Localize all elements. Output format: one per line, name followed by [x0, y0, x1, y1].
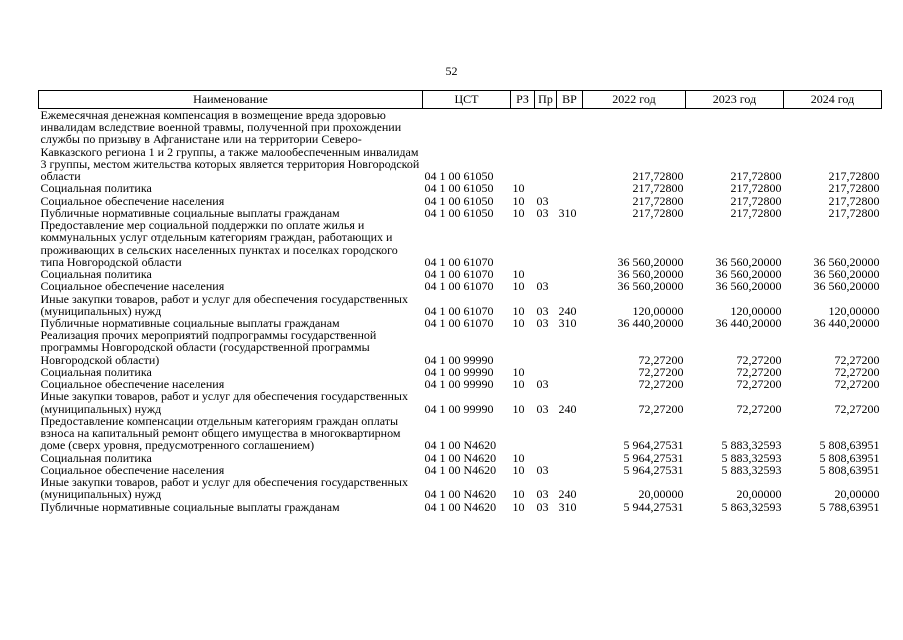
column-header-vr: ВР — [557, 91, 583, 109]
row-vr — [557, 452, 583, 464]
row-rz — [511, 329, 535, 366]
row-value-2023: 5 883,32593 — [721, 462, 782, 477]
row-name: Предоставление компенсации отдельным категориям граждан оплаты взноса на капитальный ремонт общего имущества в многоквартирном доме (сверх уровня, предусмотренного соглашением) — [40, 413, 401, 453]
row-vr: 240 — [558, 303, 577, 318]
row-name: Социальное обеспечение населения — [40, 462, 225, 477]
row-value-2022: 36 560,20000 — [617, 254, 684, 269]
row-value-2022: 36 560,20000 — [617, 267, 684, 282]
row-rz: 10 — [512, 487, 525, 502]
table-body — [39, 109, 882, 513]
row-name: Социальная политика — [40, 181, 152, 196]
row-cst: 04 1 00 61070 — [424, 254, 494, 269]
row-vr: 310 — [558, 205, 577, 220]
row-value-2022: 36 440,20000 — [617, 315, 684, 330]
row-value-2022: 36 560,20000 — [617, 279, 684, 294]
row-vr — [557, 415, 583, 452]
column-header-2022: 2022 год — [583, 91, 686, 109]
row-pr: 03 — [536, 303, 549, 318]
row-value-2023: 5 883,32593 — [721, 450, 782, 465]
row-pr — [535, 109, 557, 183]
row-cst: 04 1 00 99990 — [424, 352, 494, 367]
row-rz — [511, 219, 535, 268]
row-value-2022: 120,00000 — [632, 303, 684, 318]
row-value-2024: 5 808,63951 — [819, 450, 880, 465]
row-name: Иные закупки товаров, работ и услуг для обеспечения государственных (муниципальных) нужд — [40, 389, 408, 416]
row-cst: 04 1 00 N4620 — [424, 487, 497, 502]
row-pr: 03 — [536, 205, 549, 220]
row-cst: 04 1 00 61070 — [424, 279, 494, 294]
row-pr: 03 — [536, 487, 549, 502]
row-cst: 04 1 00 N4620 — [424, 450, 497, 465]
row-name: Ежемесячная денежная компенсация в возмещение вреда здоровью инвалидам вследствие военной травмы, полученной при прохождении службы по призыву в Афганистане или на территории Северо-Кавказского региона 1 и 2 группы, а также малообеспеченным инвалидам 3 группы, местом жительства которых является территория Новгородской области — [40, 108, 420, 184]
row-rz: 10 — [512, 401, 525, 416]
row-value-2022: 5 964,27531 — [623, 450, 684, 465]
row-value-2023: 72,27200 — [736, 377, 782, 392]
row-value-2022: 72,27200 — [638, 377, 684, 392]
row-value-2023: 36 560,20000 — [715, 267, 782, 282]
row-value-2024: 217,72800 — [828, 193, 880, 208]
row-vr — [557, 329, 583, 366]
row-name: Социальное обеспечение населения — [40, 279, 225, 294]
row-value-2023: 217,72800 — [730, 205, 782, 220]
row-value-2023: 217,72800 — [730, 193, 782, 208]
row-value-2022: 217,72800 — [632, 205, 684, 220]
row-value-2024: 36 560,20000 — [813, 267, 880, 282]
row-rz: 10 — [512, 279, 525, 294]
row-cst: 04 1 00 N4620 — [424, 438, 497, 453]
row-value-2023: 72,27200 — [736, 364, 782, 379]
page-number: 52 — [445, 64, 458, 78]
row-value-2023: 36 440,20000 — [715, 315, 782, 330]
row-name: Публичные нормативные социальные выплаты гражданам — [40, 315, 340, 330]
row-value-2022: 5 964,27531 — [623, 438, 684, 453]
row-value-2024: 5 808,63951 — [819, 462, 880, 477]
row-value-2022: 72,27200 — [638, 352, 684, 367]
row-value-2022: 5 964,27531 — [623, 462, 684, 477]
row-value-2024: 5 808,63951 — [819, 438, 880, 453]
row-value-2023: 36 560,20000 — [715, 279, 782, 294]
table-row — [39, 501, 882, 513]
row-vr — [557, 219, 583, 268]
row-name: Иные закупки товаров, работ и услуг для обеспечения государственных (муниципальных) нужд — [40, 291, 408, 318]
row-pr: 03 — [536, 462, 549, 477]
row-rz: 10 — [512, 450, 525, 465]
row-vr — [557, 109, 583, 183]
row-pr — [535, 415, 557, 452]
table-row — [39, 182, 882, 194]
row-pr: 03 — [536, 279, 549, 294]
row-cst: 04 1 00 99990 — [424, 401, 494, 416]
table-row — [39, 109, 882, 183]
row-value-2023: 5 863,32593 — [721, 499, 782, 514]
row-cst: 04 1 00 61050 — [424, 205, 494, 220]
row-cst: 04 1 00 61070 — [424, 315, 494, 330]
row-value-2023: 72,27200 — [736, 352, 782, 367]
row-value-2023: 217,72800 — [730, 181, 782, 196]
table-row — [39, 280, 882, 292]
row-name: Социальная политика — [40, 450, 152, 465]
row-vr: 310 — [558, 499, 577, 514]
row-value-2022: 217,72800 — [632, 193, 684, 208]
table-row — [39, 219, 882, 268]
row-name: Реализация прочих мероприятий подпрограммы государственной программы Новгородской области (государственной программы Новгородской области) — [40, 328, 377, 367]
row-name: Публичные нормативные социальные выплаты гражданам — [40, 499, 340, 514]
column-header-cst: ЦСТ — [423, 91, 511, 109]
row-cst: 04 1 00 61070 — [424, 303, 494, 318]
row-cst: 04 1 00 61050 — [424, 193, 494, 208]
row-name: Публичные нормативные социальные выплаты гражданам — [40, 205, 340, 220]
row-value-2024: 217,72800 — [828, 181, 880, 196]
row-value-2022: 72,27200 — [638, 401, 684, 416]
row-value-2023: 217,72800 — [730, 169, 782, 184]
row-value-2023: 20,00000 — [736, 487, 782, 502]
row-cst: 04 1 00 61070 — [424, 267, 494, 282]
column-header-rz: РЗ — [511, 91, 535, 109]
row-pr — [535, 182, 557, 194]
table-row — [39, 452, 882, 464]
row-vr — [557, 378, 583, 390]
row-pr — [535, 452, 557, 464]
column-header-name: Наименование — [39, 91, 423, 109]
row-value-2024: 72,27200 — [834, 377, 880, 392]
row-value-2024: 217,72800 — [828, 169, 880, 184]
row-value-2022: 217,72800 — [632, 181, 684, 196]
row-vr — [557, 366, 583, 378]
row-cst: 04 1 00 N4620 — [424, 462, 497, 477]
row-vr: 240 — [558, 401, 577, 416]
row-vr: 240 — [558, 487, 577, 502]
budget-table — [38, 90, 882, 513]
row-value-2024: 20,00000 — [834, 487, 880, 502]
row-value-2023: 120,00000 — [730, 303, 782, 318]
row-rz: 10 — [512, 267, 525, 282]
row-rz: 10 — [512, 303, 525, 318]
row-rz: 10 — [512, 377, 525, 392]
row-value-2023: 72,27200 — [736, 401, 782, 416]
row-rz: 10 — [512, 205, 525, 220]
row-value-2024: 36 560,20000 — [813, 254, 880, 269]
row-value-2024: 120,00000 — [828, 303, 880, 318]
row-rz: 10 — [512, 181, 525, 196]
row-cst: 04 1 00 99990 — [424, 377, 494, 392]
row-rz: 10 — [512, 315, 525, 330]
row-vr — [557, 268, 583, 280]
row-pr — [535, 329, 557, 366]
row-pr: 03 — [536, 499, 549, 514]
row-pr: 03 — [536, 315, 549, 330]
row-value-2022: 20,00000 — [638, 487, 684, 502]
row-pr: 03 — [536, 401, 549, 416]
row-name: Социальная политика — [40, 267, 152, 282]
row-name: Социальное обеспечение населения — [40, 377, 225, 392]
row-value-2024: 72,27200 — [834, 364, 880, 379]
table-row — [39, 293, 882, 317]
row-name: Предоставление мер социальной поддержки по оплате жилья и коммунальных услуг отдельным категориям граждан, работающих и проживающих в сельских населенных пунктах и поселках городского типа Новгородской области — [40, 218, 398, 269]
row-rz: 10 — [512, 462, 525, 477]
row-value-2022: 72,27200 — [638, 364, 684, 379]
row-name: Социальное обеспечение населения — [40, 193, 225, 208]
row-value-2022: 5 944,27531 — [623, 499, 684, 514]
row-value-2024: 72,27200 — [834, 352, 880, 367]
row-cst: 04 1 00 N4620 — [424, 499, 497, 514]
row-cst: 04 1 00 61050 — [424, 181, 494, 196]
row-value-2024: 36 440,20000 — [813, 315, 880, 330]
row-value-2024: 5 788,63951 — [819, 499, 880, 514]
row-pr — [535, 219, 557, 268]
row-rz: 10 — [512, 499, 525, 514]
row-rz: 10 — [512, 193, 525, 208]
row-value-2023: 36 560,20000 — [715, 254, 782, 269]
row-rz — [511, 415, 535, 452]
row-vr: 310 — [558, 315, 577, 330]
row-vr — [557, 280, 583, 292]
row-cst: 04 1 00 99990 — [424, 364, 494, 379]
column-header-pr: Пр — [535, 91, 557, 109]
row-value-2024: 36 560,20000 — [813, 279, 880, 294]
row-value-2024: 72,27200 — [834, 401, 880, 416]
row-name: Социальная политика — [40, 364, 152, 379]
table-row — [39, 329, 882, 366]
table-row — [39, 415, 882, 452]
column-header-2023: 2023 год — [686, 91, 784, 109]
row-value-2024: 217,72800 — [828, 205, 880, 220]
row-value-2023: 5 883,32593 — [721, 438, 782, 453]
row-cst: 04 1 00 61050 — [424, 169, 494, 184]
row-pr: 03 — [536, 377, 549, 392]
table-header-row — [39, 91, 882, 109]
table-row — [39, 390, 882, 414]
row-vr — [557, 182, 583, 194]
row-rz — [511, 109, 535, 183]
row-vr — [557, 464, 583, 476]
row-pr: 03 — [536, 193, 549, 208]
column-header-2024: 2024 год — [784, 91, 882, 109]
table-row — [39, 476, 882, 500]
row-name: Иные закупки товаров, работ и услуг для обеспечения государственных (муниципальных) нужд — [40, 475, 408, 502]
row-value-2022: 217,72800 — [632, 169, 684, 184]
row-rz: 10 — [512, 364, 525, 379]
